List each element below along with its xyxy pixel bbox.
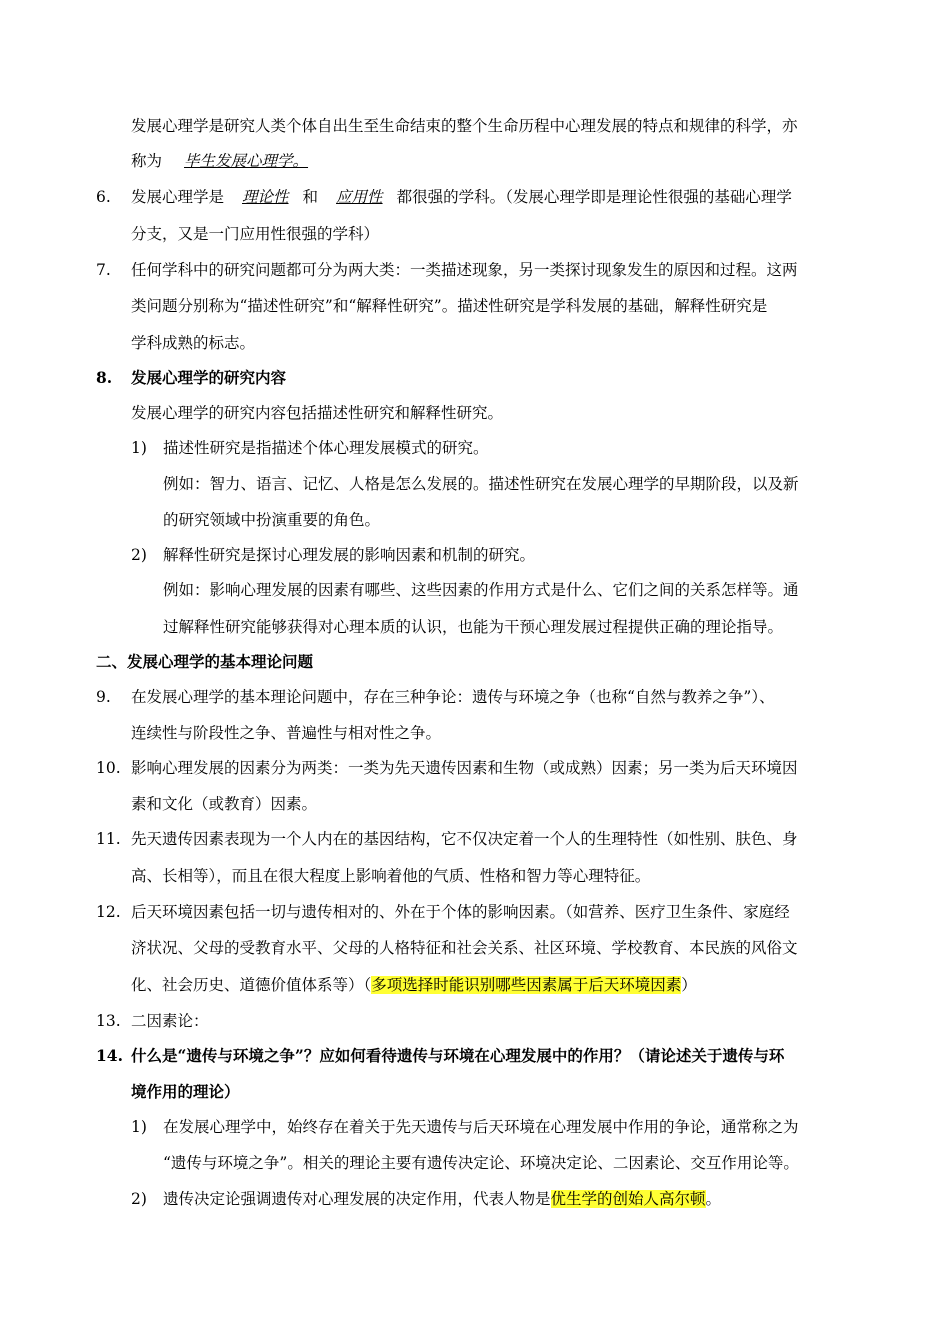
item-8-heading: 发展心理学的研究内容 — [131, 368, 287, 387]
fill-blank-theoretical: 理论性 — [242, 188, 289, 206]
item-14-sub-2-post: 。 — [705, 1190, 722, 1208]
item-12-line-3-pre: 化、社会历史、道德价值体系等）（ — [131, 976, 372, 994]
item-8-number: 8. — [96, 368, 113, 387]
item-12-line-2: 济状况、父母的受教育水平、父母的人格特征和社会关系、社区环境、学校教育、本民族的风俗文 — [131, 939, 798, 957]
item-14-line-1: 什么是“遗传与环境之争”？应如何看待遗传与环境在心理发展中的作用？（请论述关于遗传与环 — [131, 1046, 785, 1065]
item-8-sub-2-number: 2) — [131, 546, 147, 564]
item-14-sub-1-line-2: “遗传与环境之争”。相关的理论主要有遗传决定论、环境决定论、二因素论、交互作用论等。 — [163, 1154, 799, 1172]
item-8-sub-1-example-1: 例如：智力、语言、记忆、人格是怎么发展的。描述性研究在发展心理学的早期阶段，以及新 — [163, 475, 799, 493]
item-7-line-2: 类问题分别称为“描述性研究”和“解释性研究”。描述性研究是学科发展的基础，解释性研究是 — [131, 297, 768, 315]
item-6-text-post: 都很强的学科。（发展心理学即是理论性很强的基础心理学 — [396, 188, 792, 206]
item-10-line-2: 素和文化（或教育）因素。 — [131, 795, 318, 813]
intro-line-1: 发展心理学是研究人类个体自出生至生命结束的整个生命历程中心理发展的特点和规律的科学，亦 — [131, 117, 798, 135]
item-9-line-1: 在发展心理学的基本理论问题中，存在三种争论：遗传与环境之争（也称“自然与教养之争”）、 — [131, 688, 775, 706]
item-14-sub-2-pre: 遗传决定论强调遗传对心理发展的决定作用，代表人物是 — [163, 1190, 551, 1208]
item-13-number: 13. — [96, 1012, 121, 1030]
section-heading: 二、发展心理学的基本理论问题 — [96, 652, 314, 671]
intro-line-2-prefix: 称为 — [131, 152, 163, 170]
item-6-line-2: 分支，又是一门应用性很强的学科） — [131, 225, 380, 243]
item-8-sub-1-text: 描述性研究是指描述个体心理发展模式的研究。 — [163, 439, 489, 457]
item-14-number: 14. — [96, 1046, 123, 1065]
item-12-line-1: 后天环境因素包括一切与遗传相对的、外在于个体的影响因素。（如营养、医疗卫生条件、家庭经 — [131, 903, 790, 921]
item-13-text: 二因素论： — [131, 1012, 209, 1030]
item-8-sub-1-number: 1) — [131, 439, 147, 457]
item-8-body: 发展心理学的研究内容包括描述性研究和解释性研究。 — [131, 404, 504, 422]
exam-tip-highlight: 多项选择时能识别哪些因素属于后天环境因素 — [371, 976, 682, 994]
intro-line-2 — [131, 151, 314, 171]
item-11-number: 11. — [96, 830, 121, 848]
fill-blank-answer: 毕生发展心理学。 — [184, 152, 309, 170]
item-11-line-2: 高、长相等），而且在很大程度上影响着他的气质、性格和智力等心理特征。 — [131, 867, 651, 885]
item-8-sub-2-example-2: 过解释性研究能够获得对心理本质的认识，也能为干预心理发展过程提供正确的理论指导。 — [163, 618, 784, 636]
item-6-number: 6. — [96, 188, 111, 206]
item-6-text-mid: 和 — [302, 188, 319, 206]
item-14-sub-1-line-1: 在发展心理学中，始终存在着关于先天遗传与后天环境在心理发展中作用的争论，通常称之为 — [163, 1118, 799, 1136]
item-6-line-1 — [131, 187, 792, 207]
item-8-sub-2-example-1: 例如：影响心理发展的因素有哪些、这些因素的作用方式是什么、它们之间的关系怎样等。通 — [163, 581, 799, 599]
item-7-line-3: 学科成熟的标志。 — [131, 334, 256, 352]
item-14-sub-1-number: 1) — [131, 1118, 147, 1136]
item-9-line-2: 连续性与阶段性之争、普遍性与相对性之争。 — [131, 724, 442, 742]
item-7-number: 7. — [96, 261, 111, 279]
item-14-sub-2-number: 2) — [131, 1190, 147, 1208]
item-12-line-3-post: ） — [681, 976, 697, 994]
item-14-line-2: 境作用的理论） — [131, 1082, 240, 1101]
item-11-line-1: 先天遗传因素表现为一个人内在的基因结构，它不仅决定着一个人的生理特性（如性别、肤色、身 — [131, 830, 798, 848]
galton-highlight: 优生学的创始人高尔顿 — [550, 1190, 706, 1208]
item-8-sub-1-example-2: 的研究领域中扮演重要的角色。 — [163, 511, 381, 529]
item-10-number: 10. — [96, 759, 121, 777]
item-12-number: 12. — [96, 903, 121, 921]
fill-blank-applied: 应用性 — [336, 188, 383, 206]
item-6-text-pre: 发展心理学是 — [131, 188, 225, 206]
item-10-line-1: 影响心理发展的因素分为两类：一类为先天遗传因素和生物（或成熟）因素；另一类为后天环境因 — [131, 759, 798, 777]
item-7-line-1: 任何学科中的研究问题都可分为两大类：一类描述现象，另一类探讨现象发生的原因和过程。这两 — [131, 261, 798, 279]
item-9-number: 9. — [96, 688, 111, 706]
item-12-line-3 — [131, 975, 697, 995]
item-14-sub-2-line — [163, 1189, 721, 1209]
item-8-sub-2-text: 解释性研究是探讨心理发展的影响因素和机制的研究。 — [163, 546, 536, 564]
